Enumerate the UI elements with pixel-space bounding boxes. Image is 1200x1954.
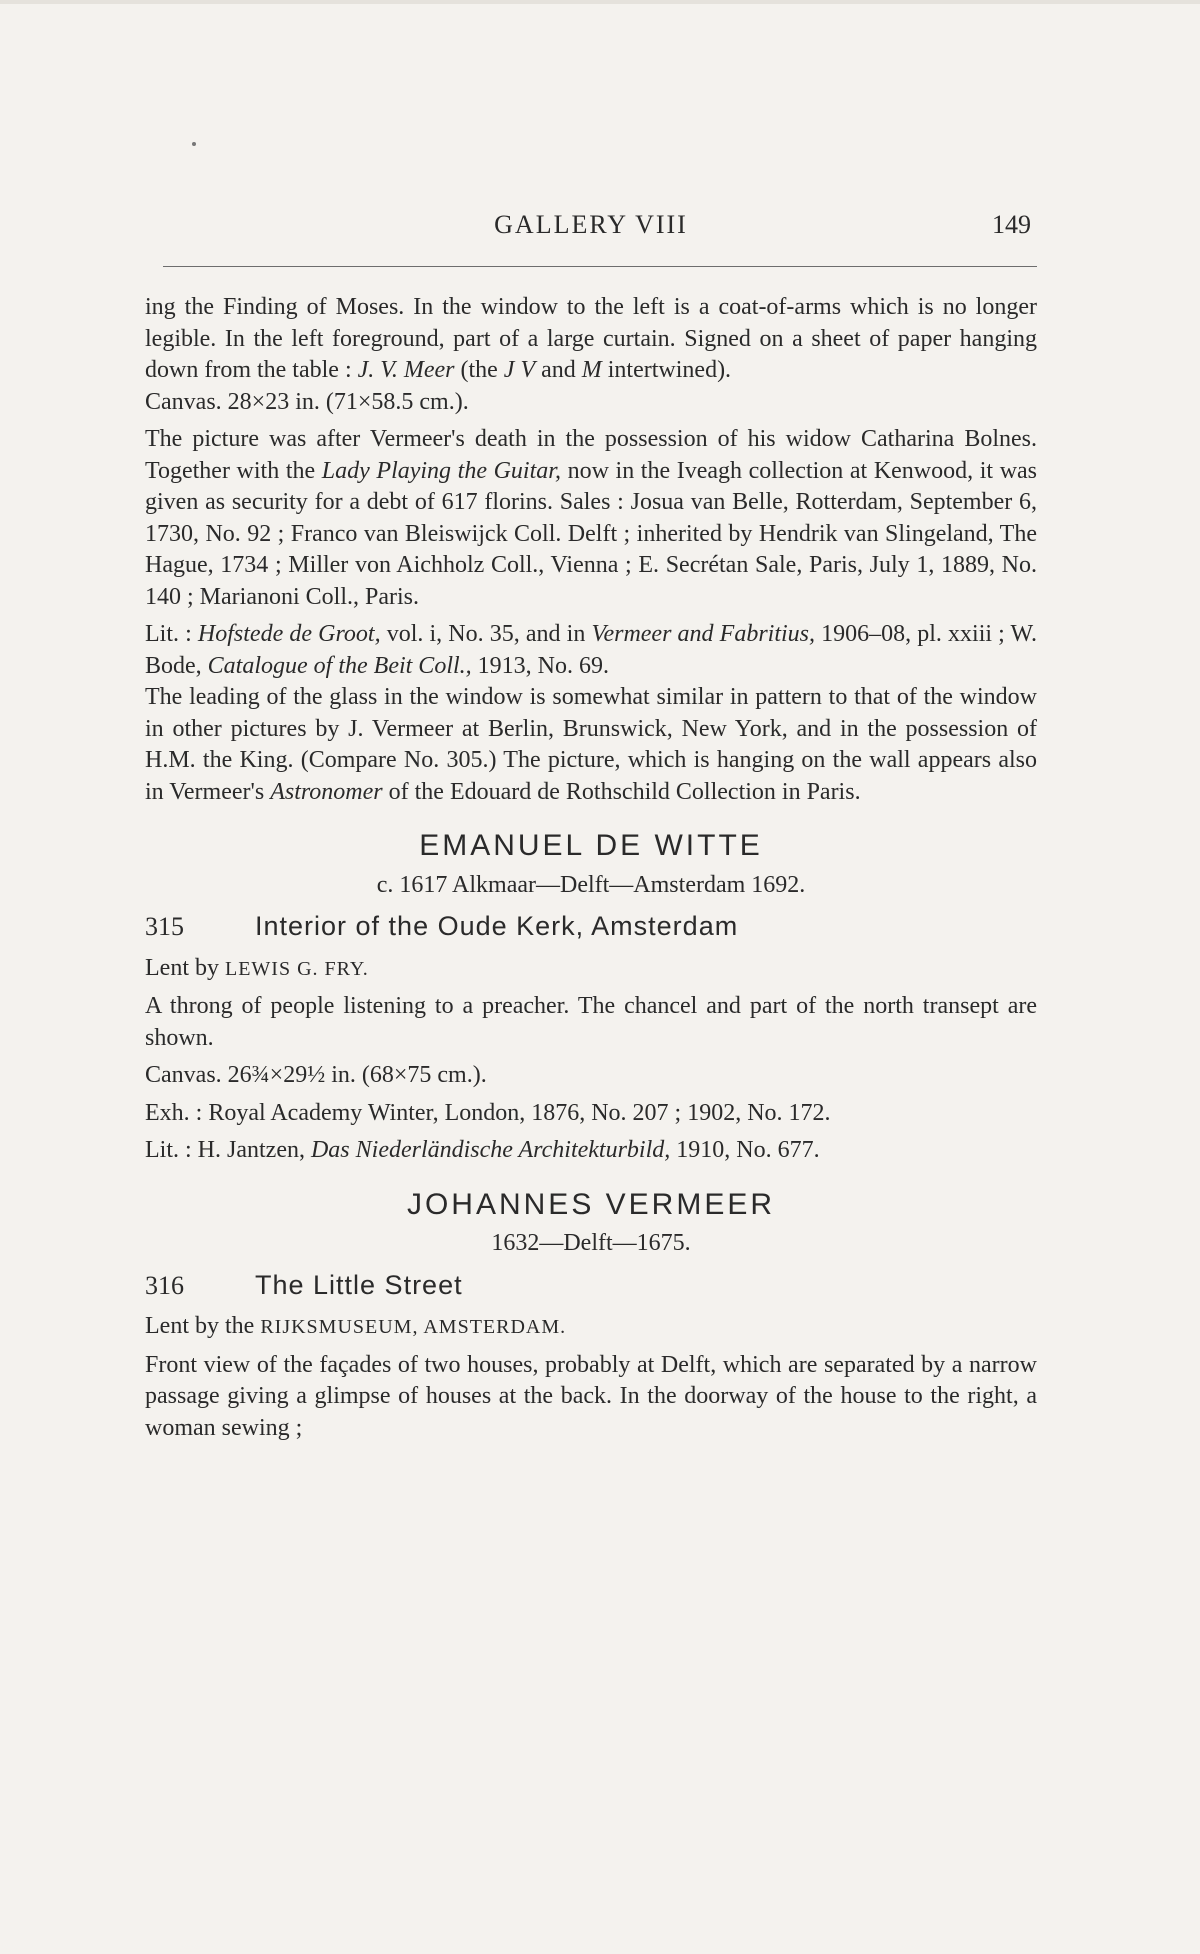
page-number: 149 [992, 210, 1031, 239]
entry-314-note: The leading of the glass in the window is somewhat similar in pattern to that of the window in other pictures by J. Vermeer at Berlin, Brunswick, New York, and in the possession of H.M. the King. (Compare No. 305.) The picture, which is hanging on the wall appears also in Vermeer's Astronomer of the Edouard de Rothschild Collection in Paris. [145, 684, 1037, 805]
artist-heading-vermeer: JOHANNES VERMEER [406, 1187, 776, 1221]
artist-dates-de-witte: c. 1617 Alkmaar—Delft—Amsterdam 1692. [376, 871, 806, 898]
entry-title: Interior of the Oude Kerk, Amsterdam [255, 911, 739, 941]
page-body [145, 292, 1037, 1444]
entry-314-literature: Lit. : Hofstede de Groot, vol. i, No. 35, and in Vermeer and Fabritius, 1906–08, pl. xxiii ; W. Bode, Catalogue of the Beit Coll., 1913, No. 69. [145, 621, 1037, 679]
running-head: GALLERY VIII [494, 210, 688, 239]
book-page [145, 210, 1038, 1441]
entry-316-description: Front view of the façades of two houses, probably at Delft, which are separated by a narrow passage giving a glimpse of houses at the back. In the doorway of the house to the right, a woman sewing ; [145, 1351, 1037, 1441]
entry-number: 315 [145, 912, 184, 941]
stray-mark [192, 142, 196, 146]
entry-315-description: A throng of people listening to a preacher. The chancel and part of the north transept are shown. [145, 993, 1037, 1051]
entry-315-canvas: Canvas. 26¾×29½ in. (68×75 cm.). [145, 1062, 487, 1088]
page-top-edge [0, 0, 1200, 4]
entry-316-heading [145, 1270, 1037, 1302]
header-rule [163, 266, 1037, 267]
entry-315-literature: Lit. : H. Jantzen, Das Niederländische Architekturbild, 1910, No. 677. [145, 1137, 820, 1163]
entry-314-canvas: Canvas. 28×23 in. (71×58.5 cm.). [145, 388, 469, 415]
entry-314-description: ing the Finding of Moses. In the window to the left is a coat-of-arms which is no longer legible. In the left foreground, part of a large curtain. Signed on a sheet of paper hanging down from the table : J. V. Meer (the J V and M intertwined). [145, 294, 1037, 383]
artist-dates-vermeer: 1632—Delft—1675. [491, 1230, 691, 1256]
entry-number: 316 [145, 1270, 184, 1300]
entry-316-lender: Lent by the RIJKSMUSEUM, AMSTERDAM. [145, 1313, 567, 1339]
entry-315-lender: Lent by LEWIS G. FRY. [145, 954, 369, 981]
artist-heading-de-witte: EMANUEL DE WITTE [419, 829, 763, 862]
entry-315-exhibition: Exh. : Royal Academy Winter, London, 1876, No. 207 ; 1902, No. 172. [145, 1099, 831, 1126]
entry-title: The Little Street [255, 1269, 463, 1300]
entry-315-heading [145, 911, 1037, 943]
page-header [145, 210, 1037, 260]
entry-314-provenance: The picture was after Vermeer's death in the possession of his widow Catharina Bolnes. Together with the Lady Playing the Guitar, now in the Iveagh collection at Kenwood, it was given as security for a debt of 617 florins. Sales : Josua van Belle, Rotterdam, September 6, 1730, No. 92 ; Franco van Bleiswijck Coll. Delft ; inherited by Hendrik van Slingeland, The Hague, 1734 ; Miller von Aichholz Coll., Vienna ; E. Secrétan Sale, Paris, July 1, 1889, No. 140 ; Marianoni Coll., Paris. [145, 426, 1038, 610]
